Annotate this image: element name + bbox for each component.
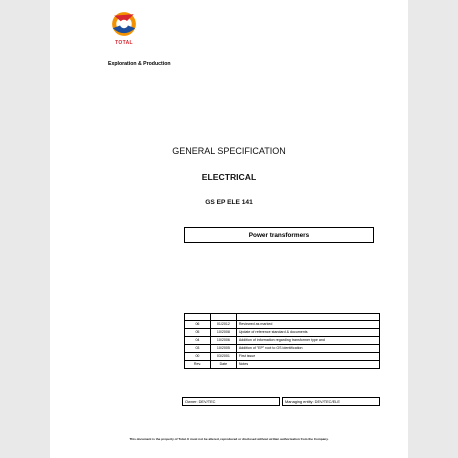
total-logo-icon <box>110 10 138 38</box>
table-row <box>185 329 380 337</box>
table-header-row <box>185 361 380 369</box>
notes-cell <box>236 314 379 321</box>
date-cell: 10/2008 <box>210 329 236 337</box>
notes-cell: First issue <box>236 353 379 361</box>
date-cell <box>210 314 236 321</box>
rev-cell: 00 <box>185 353 211 361</box>
rev-cell: 06 <box>185 321 211 329</box>
document-discipline: ELECTRICAL <box>201 172 257 182</box>
rev-header: Rev. <box>185 361 211 369</box>
confidentiality-notice: This document is the property of Total. It must not be altered, reproduced or disclosed without written authorisation from the Company. <box>129 437 329 441</box>
notes-cell: Addition of "EP" root to GS identification <box>236 345 379 353</box>
rev-cell: 04 <box>185 337 211 345</box>
notes-cell: Addition of information regarding transformer type and <box>236 337 379 345</box>
managing-entity-field: Managing entity: DEV/TEC/ELE <box>282 397 380 406</box>
date-cell: 03/2001 <box>210 353 236 361</box>
table-row <box>185 314 380 321</box>
date-cell: 10/2006 <box>210 337 236 345</box>
table-row <box>185 321 380 329</box>
logo-wordmark: TOTAL <box>115 40 133 46</box>
revision-table <box>184 313 380 369</box>
division-label: Exploration & Production <box>108 61 171 67</box>
notes-cell: Update of reference standard & documents <box>236 329 379 337</box>
table-row <box>185 345 380 353</box>
date-header: Date <box>210 361 236 369</box>
notes-header: Notes <box>236 361 379 369</box>
table-row <box>185 353 380 361</box>
date-cell: 01/2012 <box>210 321 236 329</box>
rev-cell <box>185 314 211 321</box>
rev-cell: 05 <box>185 329 211 337</box>
document-category: GENERAL SPECIFICATION <box>172 146 286 156</box>
table-row <box>185 337 380 345</box>
notes-cell: Reviewed as marked <box>236 321 379 329</box>
document-reference: GS EP ELE 141 <box>205 199 253 206</box>
rev-cell: 03 <box>185 345 211 353</box>
date-cell: 10/2005 <box>210 345 236 353</box>
document-subject: Power transformers <box>184 227 374 243</box>
owner-field: Owner: DEV/TEC <box>182 397 280 406</box>
document-page <box>50 0 408 458</box>
